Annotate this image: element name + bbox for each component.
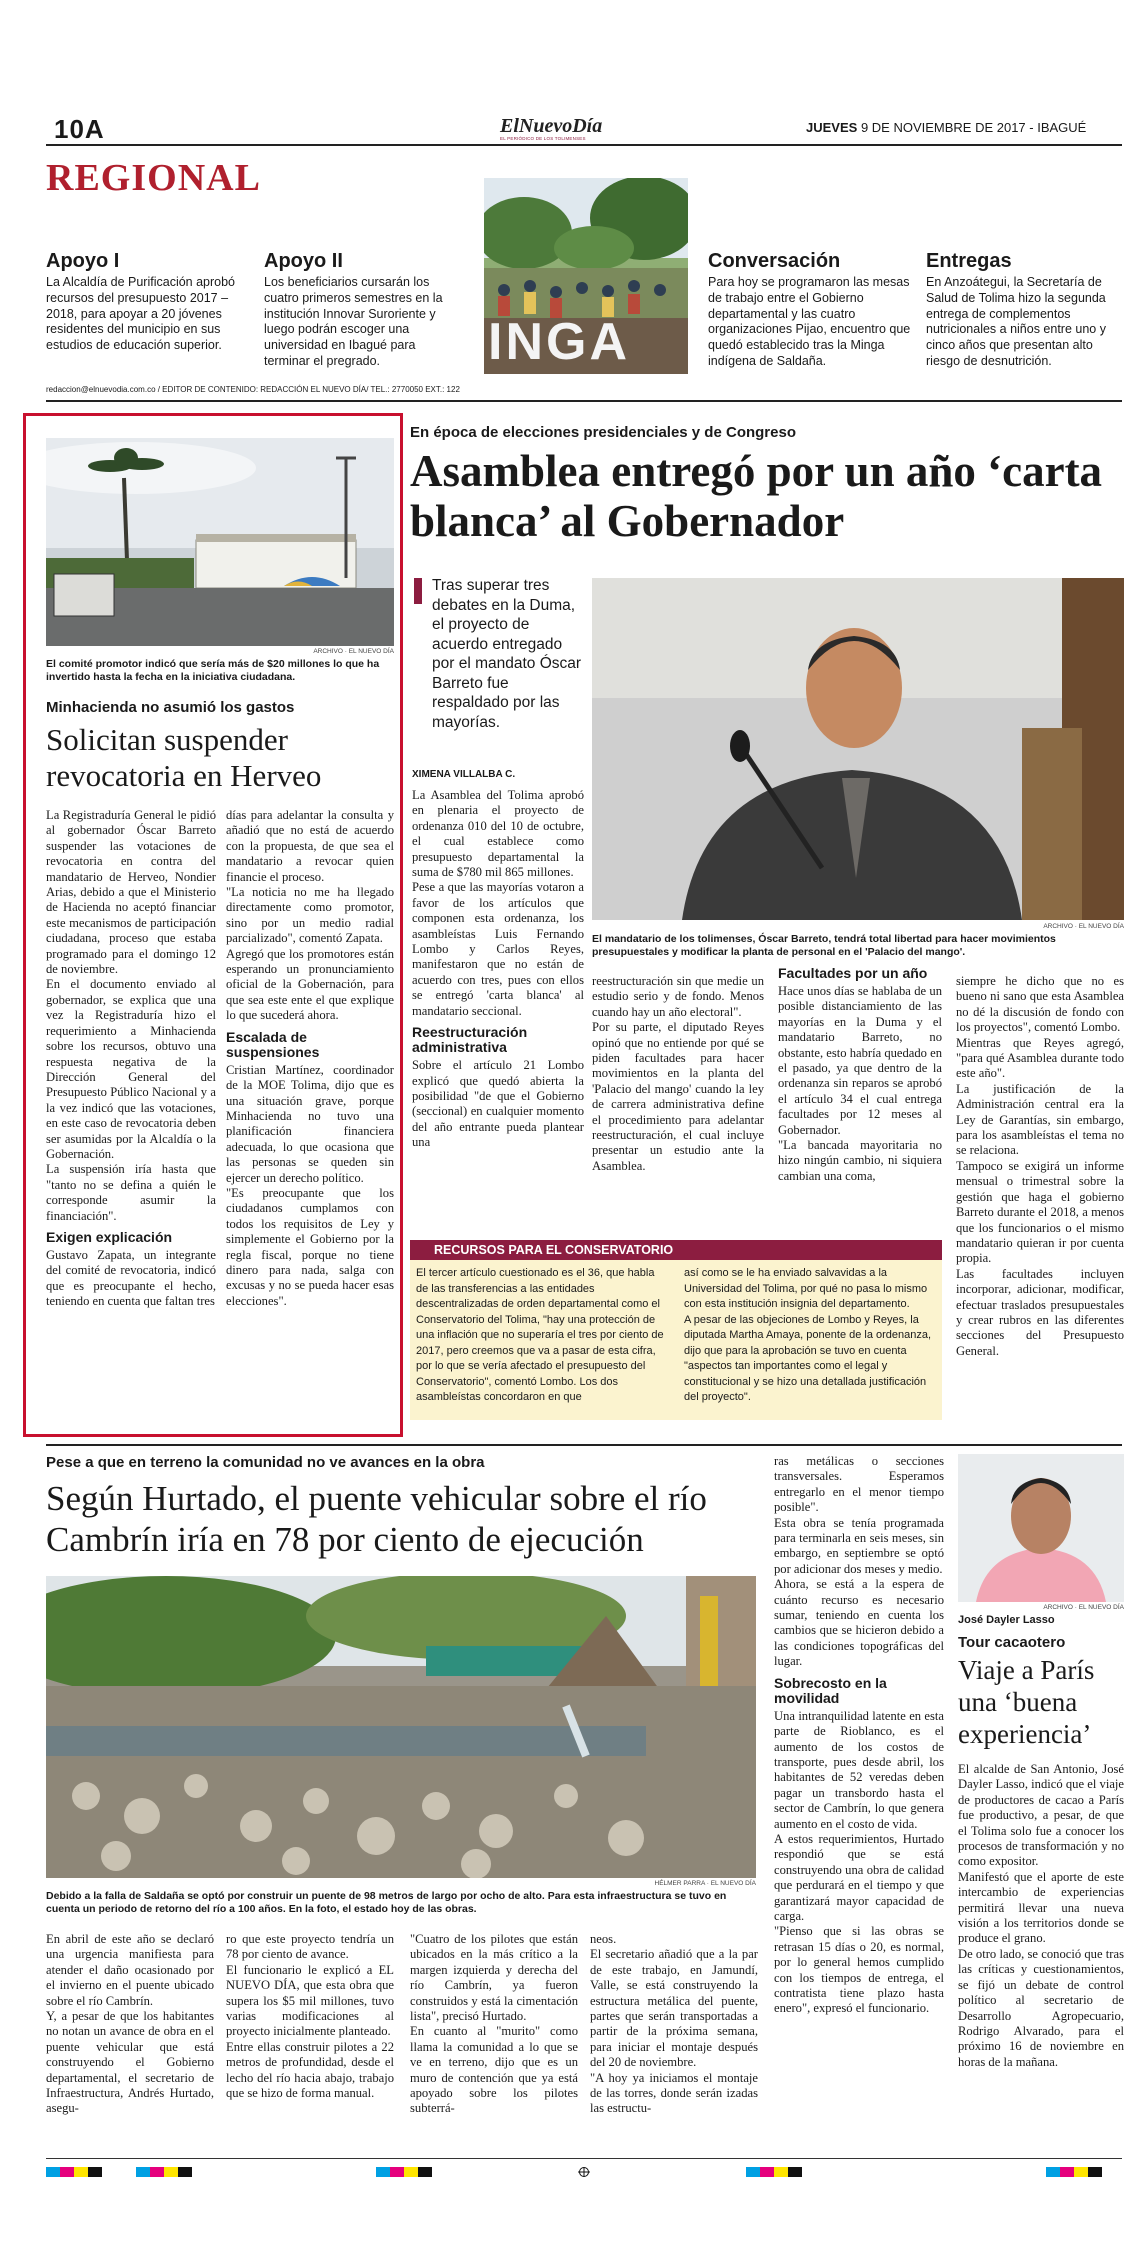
brief-title: Apoyo II (264, 250, 343, 272)
page-number: 10A (54, 114, 105, 144)
masthead-rule (46, 144, 1122, 146)
brief-title: Conversación (708, 250, 841, 272)
puente-col-1-text: En abril de este año se declaró una urgencia manifiesta para atender el daño ocasionado por el invierno en el puente ubicado sobre el río Cambrín. Y, a pesar de que los habitantes no notan un avance de obra en el puente vehicular que está construyendo el Gobierno departamental, el secretario de Infraestructura, Andrés Hurtado, asegu- (46, 1932, 214, 2116)
asamblea-caption: El mandatario de los tolimenses, Óscar Barreto, tendrá total libertad para hacer movimientos presupuestales y modificar la planta de personal en el 'Palacio del mango'. (592, 933, 1056, 958)
paris-col (958, 1762, 1124, 2070)
asamblea-kicker: En época de elecciones presidenciales y de Congreso (410, 424, 796, 441)
asamblea-subhead-2: Facultades por un año (778, 965, 928, 981)
puente-col-2 (226, 1932, 394, 2101)
herveo-subhead-1: Exigen explicación (46, 1228, 173, 1245)
herveo-photo-credit: ARCHIVO · EL NUEVO DÍA (313, 648, 394, 655)
asamblea-headline: Asamblea entregó por un año ‘carta blanca’ al Gobernador (410, 446, 1103, 546)
puente-photo (46, 1576, 756, 1878)
conservatorio-box (410, 1240, 942, 1420)
paris-col-text: El alcalde de San Antonio, José Dayler Lasso, indicó que el viaje de productores de cacao a París fue productivo, a pesar, de que el Tolima solo fue a conocer los procesos de transformación y no como expositor. Manifestó que el aporte de este intercambio de experiencias permitirá llevar una nueva visión a los territorios donde se produce el grano. De otro lado, se conoció que tras las críticas y cuestionamientos, se fijó un debate de control político al secretario de Desarrollo Agropecuario, Rodrigo Alvarado, para el próximo 16 de noviembre en horas de la mañana. (958, 1762, 1124, 2069)
paris-name-caption: José Dayler Lasso (958, 1614, 1055, 1626)
logo-tagline: EL PERIÓDICO DE LOS TOLIMENSES (500, 136, 586, 141)
herveo-photo-art (46, 438, 394, 646)
puente-col-3-text: "Cuatro de los pilotes que están ubicados en la más crítico a la margen izquierda y derecha del río Cambrín, ya fueron construidos y está la cimentación lista", precisó Hurtado. En cuanto al "murito" como llama la comunidad a lo que se ve en terreno, dijo que es un muro de contención que ya está apoyado sobre los pilotes subterrá- (410, 1932, 578, 2116)
brief-apoyo-1 (46, 250, 242, 354)
brief-title: Apoyo I (46, 250, 120, 272)
puente-col-1 (46, 1932, 214, 2117)
herveo-headline: Solicitan suspender revocatoria en Herveo (46, 722, 322, 793)
date-day: JUEVES (806, 120, 858, 135)
herveo-caption: El comité promotor indicó que sería más de $20 millones lo que ha invertido hasta la fecha en la iniciativa ciudadana. (46, 658, 380, 683)
puente-col-4-text: neos. El secretario añadió que a la par de este trabajo, en Jamundí, Valle, se está construyendo la estructura metálica del puente, partes que serán transportadas a partir de la próxima semana, para iniciar el montaje después del 20 de noviembre. "A hoy ya iniciamos el montaje de las torres, donde serán izadas las estructu- (590, 1932, 758, 2116)
conservatorio-box-col-2: así como se le ha enviado salvavidas a la Universidad del Tolima, por qué no pasa lo mismo con esta institución insignia del departamento. A pesar de las objeciones de Lombo y Reyes, la diputada Martha Amaya, ponente de la ordenanza, dijo que para la aprobación se tuvo en cuenta "aspectos tan importantes como el legal y constitucional y se hizo una detallada justificación del proyecto". (684, 1267, 932, 1403)
puente-top-col-b-text: Una intranquilidad latente en esta parte de Rioblanco, es el aumento de los costos de transporte, pues desde abril, los habitantes de 52 veredas deben pagar un transbordo hasta el sector de Cambrín, lo que genera aumento en el costo de vida. A estos requerimientos, Hurtado respondió que se está construyendo una obra de calidad que perdurará en el tiempo y que garantizará mayor capacidad de carga. "Pienso que si las obras se retrasan 15 días o 20, es normal, por lo general hemos cumplido con los tiempos de entrega, el contratista tiene plazo hasta enero", expresó el funcionario. (774, 1708, 944, 2016)
paris-photo-credit: ARCHIVO · EL NUEVO DÍA (1043, 1604, 1124, 1611)
asamblea-col-4-text: siempre he dicho que no es bueno ni sano que esta Asamblea no dé la discusión de fondo con los proyectos", comentó Lombo. Mientras que Reyes agregó, "para qué Asamblea durante todo este año". La justificación de la Administración central era la Ley de Garantías, sin embargo, para los asambleístas el tema no se relaciona. Tampoco se exigirá un informe mensual o trimestral sobre la gestión que haga el gobierno Barreto durante el 2018, a menos que los funcionarios o el mismo mandatario quieran ir por cuenta propia. Las facultades incluyen incorporar, adicionar, modificar, efectuar traslados presupuestales y crear rubros en las diferentes secciones del Presupuesto General. (956, 974, 1124, 1358)
asamblea-col-1 (412, 788, 584, 1151)
brief-text: Los beneficiarios cursarán los cuatro primeros semestres en la institución Innovar Suroriente y luego podrán escoger una universidad en Ibagué para terminar el pregrado. (264, 275, 443, 368)
brief-conversacion (708, 250, 918, 370)
footer-rule (46, 2158, 1122, 2159)
puente-kicker: Pese a que en terreno la comunidad no ve avances en la obra (46, 1454, 485, 1471)
section-title: REGIONAL (46, 157, 261, 199)
puente-headline: Según Hurtado, el puente vehicular sobre el río Cambrín iría en 78 por ciento de ejecución (46, 1479, 707, 1559)
conservatorio-box-col-1: El tercer artículo cuestionado es el 36, que habla de las transferencias a las entidades descentralizadas de orden departamental como el Conservatorio del Tolima, "hay una protección de una inflación que no superaría el tres por ciento de 2017, pero creemos que va a pasar de esta cifra, por lo que se vería afectado el presupuesto del Conservatorio", comentó Lombo. Los dos asambleístas concordaron en que (416, 1267, 664, 1403)
puente-subhead: Sobrecosto en la movilidad (774, 1674, 887, 1706)
page-date (806, 120, 1086, 135)
herveo-kicker: Minhacienda no asumió los gastos (46, 699, 295, 716)
asamblea-col-2 (592, 974, 764, 1174)
asamblea-photo-art (592, 578, 1124, 920)
asamblea-col-1b-text: Sobre el artículo 21 Lombo explicó que quedó abierta la posibilidad "de que el Gobierno (seccional) en cualquier momento del año entrante pueda plantear una (412, 1058, 584, 1150)
puente-col-2-text: ro que este proyecto tendría un 78 por ciento de avance. El funcionario le explicó a EL NUEVO DÍA, que esta obra que supera los $5 mil millones, tuvo varias modificaciones al proyecto inicialmente planteado. Entre ellas construir pilotes a 22 metros de profundidad, desde el lecho del río hacia abajo, trabajo que se hizo de forma manual. (226, 1932, 394, 2101)
brief-text: La Alcaldía de Purificación aprobó recursos del presupuesto 2017 – 2018, para apoyar a 20 jóvenes residentes del municipio en sus estudios de educación superior. (46, 275, 236, 353)
brief-text: Para hoy se programaron las mesas de trabajo entre el Gobierno departamental y las cuatro organizaciones Pijao, encuentro que quedó establecido tras la Minga indígena de Saldaña. (708, 275, 911, 368)
brief-entregas (926, 250, 1124, 370)
logo-text: ElNuevoDía (500, 115, 603, 137)
asamblea-photo (592, 578, 1124, 920)
color-bar-art (46, 2167, 1122, 2177)
puente-col-4 (590, 1932, 758, 2117)
asamblea-lead-bar (414, 578, 422, 604)
brief-apoyo-2 (264, 250, 464, 370)
puente-top-col (774, 1454, 944, 2017)
brief-text: En Anzoátegui, la Secretaría de Salud de Tolima hizo la segunda entrega de complementos nutricionales a niños entre uno y cinco años que presentan alto riesgo de desnutrición. (926, 275, 1106, 368)
middle-rule (46, 1444, 1122, 1446)
puente-col-3 (410, 1932, 578, 2117)
herveo-photo (46, 438, 394, 646)
asamblea-col-3 (778, 966, 942, 1184)
asamblea-lead: Tras superar tres debates en la Duma, el proyecto de acuerdo entregado por el mandato Óscar Barreto fue respaldado por las mayorías. (432, 577, 582, 731)
contact-line: redaccion@elnuevodia.com.co / EDITOR DE CONTENIDO: REDACCIÓN EL NUEVO DÍA/ TEL.: 2770050 EXT.: 122 (46, 385, 460, 394)
puente-photo-credit: HÉLMER PARRA · EL NUEVO DÍA (654, 1880, 756, 1887)
herveo-col-1b-text: Gustavo Zapata, un integrante del comité de revocatoria, indicó que es preocupante el hecho, teniendo en cuenta que faltan tres (46, 1247, 216, 1309)
puente-photo-art (46, 1576, 756, 1878)
herveo-col-2-text: días para adelantar la consulta y añadió que no está de acuerdo con la propuesta, de que sea el mandatario a revocar quien financie el proceso. "La noticia no me ha llegado directamente como promotor, sino por un medio radial parcializado", comentó Zapata. Agregó que los promotores están esperando un pronunciamiento oficial de la Gobernación, para que sea este ente el que explique lo que sucederá ahora. (226, 808, 394, 1023)
herveo-col-1-text: La Registraduría General le pidió al gobernador Óscar Barreto suspender las votaciones de revocatoria en contra del mandatario de Herveo, Nondier Arias, debido a que el Ministerio de Hacienda no aceptó financiar este mecanismos de participación ciudadana, proceso que estaba programado para el domingo 12 de noviembre. En el documento enviado al gobernador, se explica que una vez la Registraduría hizo el requerimiento a Minhacienda sobre los recursos, obtuvo una respuesta negativa de la Dirección General del Presupuesto Público Nacional y a la vez indicó que las votaciones, en este caso de revocatoria deben ser asumidas por la Alcaldía o la Gobernación. La suspensión iría hasta que "tanto no se defina a quién le corresponde asumir la financiación". (46, 808, 216, 1223)
minga-photo (484, 178, 688, 374)
paris-portrait-photo (958, 1454, 1124, 1602)
date-rest: 9 DE NOVIEMBRE DE 2017 - IBAGUÉ (860, 120, 1087, 135)
herveo-col-2b-text: Cristian Martínez, coordinador de la MOE Tolima, dijo que es una situación grave, porque Minhacienda no tuvo una planificación financiera adecuada, lo que ocasiona que las personas se queden sin ejercer un derecho político. "Es preocupante que los ciudadanos cumplamos con todos los requisitos de Ley y simplemente el Gobierno por la regla fiscal, porque no tiene dinero para nada, salga con excusas y no se pueda hacer esas elecciones". (226, 1062, 394, 1308)
herveo-col-1 (46, 808, 216, 1310)
asamblea-subhead-1: Reestructuración administrativa (412, 1024, 528, 1056)
asamblea-col-3-text: Hace unos días se hablaba de un posible distanciamiento de las mayorías en la Duma y el mandatario Barreto, no obstante, esto habría quedado en el pasado, ya que dentro de la ordenanza sin reparos se aprobó el artículo 34 el cual entrega facultades por 12 meses al Gobernador. "La bancada mayoritaria no hizo ningún cambio, ni siquiera cambian una coma, (778, 984, 943, 1183)
conservatorio-box-header (410, 1240, 942, 1260)
minga-banner-text: INGA (488, 313, 630, 371)
asamblea-byline: XIMENA VILLALBA C. (412, 769, 516, 780)
briefs-rule (46, 400, 1122, 402)
asamblea-photo-credit: ARCHIVO · EL NUEVO DÍA (1043, 923, 1124, 930)
paris-portrait-art (958, 1454, 1124, 1602)
puente-caption: Debido a la falla de Saldaña se optó por construir un puente de 98 metros de largo por ocho de alto. Para esta infraestructura se tuvo en cuenta un periodo de retorno del río a 100 años. En la foto, el estado hoy de las obras. (46, 1890, 727, 1915)
color-registration-bar (46, 2164, 1122, 2174)
asamblea-col-2-text: reestructuración sin que medie un estudio serio y de fondo. Menos cuando hay un año electoral". Por su parte, el diputado Reyes opinó que no entiende por qué se piden facultades para hacer movimientos en la planta del 'Palacio del mango' cuando la ley de carrera administrativa define el procedimiento para adelantar reestructuración, el cual incluye presentar un estudio ante la Asamblea. (592, 974, 764, 1173)
herveo-subhead-2: Escalada de suspensiones (226, 1028, 320, 1060)
puente-top-col-text: ras metálicas o secciones transversales. Esperamos entregarlo en el menor tiempo posible". Esta obra se tenía programada para terminarla en seis meses, sin embargo, en septiembre se optó por adicionar dos meses y medio. Ahora, se está a la espera de cuánto recurso es necesario sumar, teniendo en cuenta los cambios que se hicieron debido a las condiciones topográficas del lugar. (774, 1454, 944, 1669)
paris-kicker: Tour cacaotero (958, 1634, 1066, 1651)
brief-title: Entregas (926, 250, 1012, 272)
paris-headline: Viaje a París una ‘buena experiencia’ (958, 1655, 1095, 1749)
asamblea-col-4 (956, 974, 1124, 1359)
herveo-col-2 (226, 808, 394, 1309)
asamblea-col-1-text: La Asamblea del Tolima aprobó en plenaria el proyecto de ordenanza 010 del 10 de octubre, el cual establece como presupuesto departamental la suma de $780 mil 865 millones. Pese a que las mayorías votaron a favor de los artículos que componen esta ordenanza, los asambleístas Luis Fernando Lombo y Carlos Reyes, manifestaron que no están de acuerdo con tres, pues con ellos se entregó 'carta blanca' al mandatario seccional. (412, 788, 584, 1018)
conservatorio-box-title: RECURSOS PARA EL CONSERVATORIO (434, 1243, 674, 1257)
